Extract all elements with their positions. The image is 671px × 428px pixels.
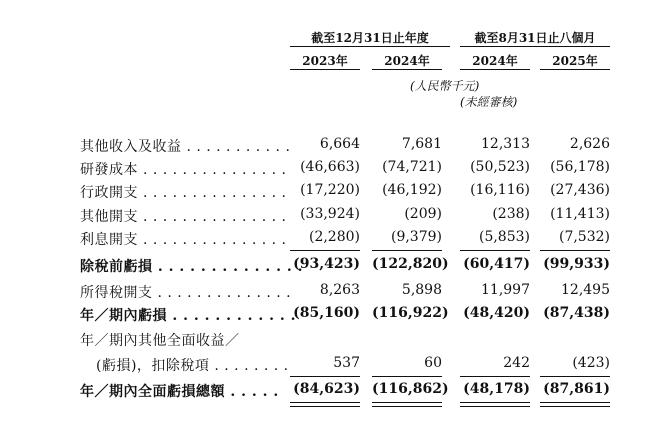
- total-double-rule-col4: [540, 402, 610, 407]
- row-label-income-tax: 所得稅開支 . . . . . . . . . . . . . .: [80, 285, 292, 301]
- year-2025-8m-rule: [540, 69, 610, 70]
- cell-total-comprehensive-loss-col1: (84,623): [293, 381, 360, 397]
- cell-loss-for-period-col4: (87,438): [543, 305, 610, 321]
- year-2023: 2023年: [302, 54, 348, 68]
- cell-oci-net-col4: (423): [572, 355, 610, 371]
- unit-note: (人民幣千元): [410, 79, 480, 93]
- cell-other-expenses-col4: (11,413): [550, 206, 610, 222]
- row-label-total-comprehensive-loss: 年／期內全面虧損總額 . . . . .: [80, 384, 279, 400]
- cell-oci-net-col2: 60: [424, 355, 442, 371]
- cell-rd-costs-col2: (74,721): [382, 159, 442, 175]
- cell-oci-net-col3: 242: [503, 355, 530, 371]
- year-2023-rule: [290, 69, 360, 70]
- subtotal-rule-2-col1: [290, 376, 360, 377]
- cell-total-comprehensive-loss-col4: (87,861): [543, 381, 610, 397]
- cell-loss-before-tax-col4: (99,933): [543, 256, 610, 272]
- cell-loss-for-period-col3: (48,420): [463, 305, 530, 321]
- row-label-rd-costs: 研發成本 . . . . . . . . . . . . . . .: [80, 162, 287, 178]
- cell-admin-expenses-col2: (46,192): [382, 182, 442, 198]
- cell-income-tax-col2: 5,898: [401, 282, 442, 298]
- cell-admin-expenses-col3: (16,116): [470, 182, 530, 198]
- cell-rd-costs-col4: (56,178): [550, 159, 610, 175]
- header-full-year-rule: [290, 46, 450, 47]
- subtotal-rule-1-col3: [460, 250, 530, 251]
- subtotal-rule-1-col4: [540, 250, 610, 251]
- subtotal-rule-1-col1: [290, 250, 360, 251]
- cell-loss-before-tax-col3: (60,417): [463, 256, 530, 272]
- total-double-rule-col3: [460, 402, 530, 407]
- row-label-loss-before-tax: 除稅前虧損 . . . . . . . . . . . . . .: [80, 259, 303, 275]
- row-label-interest-expenses: 利息開支 . . . . . . . . . . . . . . .: [80, 232, 287, 248]
- cell-total-comprehensive-loss-col3: (48,178): [463, 381, 530, 397]
- cell-oci-net-col1: 537: [333, 355, 360, 371]
- cell-loss-for-period-col2: (116,922): [372, 305, 449, 321]
- total-double-rule-col1: [290, 402, 360, 407]
- cell-loss-before-tax-col2: (122,820): [372, 256, 449, 272]
- year-2025-8m: 2025年: [552, 54, 598, 68]
- cell-interest-expenses-col4: (7,532): [558, 229, 610, 245]
- total-double-rule-col2: [372, 402, 442, 407]
- cell-loss-before-tax-col1: (93,423): [293, 256, 360, 272]
- cell-income-tax-col3: 11,997: [481, 282, 530, 298]
- cell-other-income-col3: 12,313: [481, 136, 530, 152]
- cell-total-comprehensive-loss-col2: (116,862): [372, 381, 449, 397]
- row-label-other-income: 其他收入及收益 . . . . . . . . . . .: [80, 139, 291, 155]
- cell-other-income-col1: 6,664: [319, 136, 360, 152]
- cell-other-income-col2: 7,681: [401, 136, 442, 152]
- year-2024-rule: [372, 69, 442, 70]
- cell-other-expenses-col2: (209): [404, 206, 442, 222]
- cell-income-tax-col4: 12,495: [561, 282, 610, 298]
- year-2024-8m: 2024年: [472, 54, 518, 68]
- subtotal-rule-2-col4: [540, 376, 610, 377]
- cell-loss-for-period-col1: (85,160): [293, 305, 360, 321]
- cell-admin-expenses-col1: (17,220): [300, 182, 360, 198]
- row-label-oci-net: (虧損)，扣除稅項 . . . . . . . .: [96, 358, 289, 374]
- cell-other-expenses-col3: (238): [492, 206, 530, 222]
- cell-interest-expenses-col1: (2,280): [308, 229, 360, 245]
- cell-interest-expenses-col3: (5,853): [478, 229, 530, 245]
- row-label-admin-expenses: 行政開支 . . . . . . . . . . . . . . .: [80, 185, 287, 201]
- cell-admin-expenses-col4: (27,436): [550, 182, 610, 198]
- header-full-year: 截至12月31日止年度: [311, 31, 429, 45]
- cell-interest-expenses-col2: (9,379): [390, 229, 442, 245]
- subtotal-rule-2-col3: [460, 376, 530, 377]
- cell-other-expenses-col1: (33,924): [300, 206, 360, 222]
- cell-other-income-col4: 2,626: [569, 136, 610, 152]
- cell-rd-costs-col3: (50,523): [470, 159, 530, 175]
- header-eight-months-rule: [460, 46, 610, 47]
- row-label-loss-for-period: 年／期內虧損 . . . . . . . . . . . .: [80, 308, 296, 324]
- cell-rd-costs-col1: (46,663): [300, 159, 360, 175]
- year-2024: 2024年: [384, 54, 430, 68]
- row-label-oci-label: 年／期內其他全面收益／: [80, 333, 240, 349]
- audit-note: (未經審核): [460, 95, 518, 109]
- row-label-other-expenses: 其他開支 . . . . . . . . . . . . . . .: [80, 209, 287, 225]
- header-eight-months: 截至8月31日止八個月: [474, 31, 596, 45]
- cell-income-tax-col1: 8,263: [319, 282, 360, 298]
- year-2024-8m-rule: [460, 69, 530, 70]
- subtotal-rule-1-col2: [372, 250, 442, 251]
- subtotal-rule-2-col2: [372, 376, 442, 377]
